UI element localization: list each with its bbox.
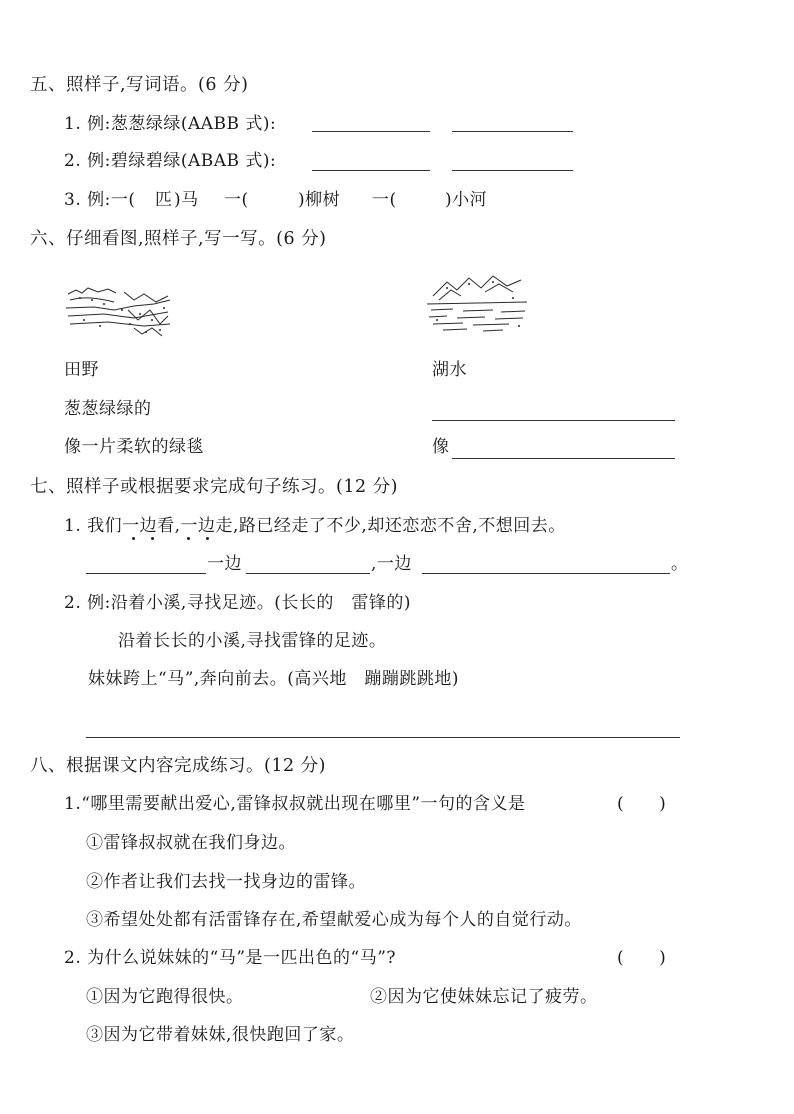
- s5-q2-blank-1[interactable]: [312, 170, 430, 171]
- s5-q3-item1-close: )柳树: [298, 190, 341, 210]
- s5-q3-item2-open: 一(: [372, 190, 397, 210]
- s7-q1-mid-1: 一边: [207, 554, 242, 574]
- s5-q2: 2. 例:碧绿碧绿(ABAB 式):: [64, 151, 277, 171]
- s8-q2: 2. 为什么说妹妹的“马”是一匹出色的“马”?: [64, 948, 397, 968]
- s7-q2-example: 沿着长长的小溪,寻找雷锋的足迹。: [118, 631, 387, 651]
- emphasis-dot: [132, 537, 135, 540]
- s6-left-line2: 葱葱绿绿的: [64, 399, 152, 419]
- s5-q1: 1. 例:葱葱绿绿(AABB 式):: [64, 114, 277, 134]
- s7-q1-blank-2[interactable]: [246, 573, 370, 574]
- emphasis-dot: [206, 537, 209, 540]
- s5-q3-example-open: 3. 例:一(: [64, 190, 136, 210]
- s7-q2-task: 妹妹跨上“马”,奔向前去。(高兴地 蹦蹦跳跳地): [88, 669, 460, 689]
- s5-q2-blank-2[interactable]: [452, 170, 573, 171]
- s5-q3-example-close: )马: [174, 190, 199, 210]
- s5-q1-blank-1[interactable]: [312, 131, 430, 132]
- s7-q1-blank-1[interactable]: [86, 573, 206, 574]
- section-5-title: 五、照样子,写词语。(6 分): [30, 75, 249, 95]
- s5-q1-blank-2[interactable]: [452, 131, 573, 132]
- s7-q1-blank-3[interactable]: [422, 573, 670, 574]
- s8-q2-option-c: ③因为它带着妹妹,很快跑回了家。: [86, 1025, 355, 1045]
- s6-left-line3: 像一片柔软的绿毯: [64, 437, 204, 457]
- s8-q2-answer-paren[interactable]: ( ): [617, 948, 667, 968]
- s7-q2: 2. 例:沿着小溪,寻找足迹。(长长的 雷锋的): [64, 593, 412, 613]
- section-8-title: 八、根据课文内容完成练习。(12 分): [30, 756, 326, 776]
- s7-q1: 1. 我们一边看,一边走,路已经走了不少,却还恋恋不舍,不想回去。: [64, 516, 566, 536]
- lake-mountain-drawing: [423, 270, 531, 336]
- s8-q2-option-b: ②因为它使妹妹忘记了疲劳。: [370, 987, 598, 1007]
- s8-q2-option-a: ①因为它跑得很快。: [86, 987, 244, 1007]
- s6-right-blank-2[interactable]: [452, 458, 675, 459]
- s5-q3-example-word: 匹: [155, 190, 173, 210]
- field-drawing: [64, 280, 174, 340]
- s5-q3-item2-close: )小河: [445, 190, 488, 210]
- emphasis-dot: [151, 537, 154, 540]
- s8-q1-option-a: ①雷锋叔叔就在我们身边。: [86, 833, 296, 853]
- s5-q3-item1-open: 一(: [224, 190, 249, 210]
- s8-q1-option-c: ③希望处处都有活雷锋存在,希望献爱心成为每个人的自觉行动。: [86, 910, 582, 930]
- s6-right-blank-1[interactable]: [432, 420, 675, 421]
- emphasis-dot: [187, 537, 190, 540]
- s7-q2-answer-line[interactable]: [86, 737, 680, 738]
- s6-left-label: 田野: [64, 360, 99, 380]
- s8-q1-option-b: ②作者让我们去找一找身边的雷锋。: [86, 872, 366, 892]
- section-6-title: 六、仔细看图,照样子,写一写。(6 分): [30, 229, 327, 249]
- s8-q1-answer-paren[interactable]: ( ): [617, 794, 667, 814]
- s6-right-prefix: 像: [432, 437, 450, 457]
- s7-q1-mid-2: ,一边: [371, 554, 412, 574]
- s7-q1-end: 。: [671, 554, 689, 574]
- s6-right-label: 湖水: [432, 360, 467, 380]
- s8-q1: 1.“哪里需要献出爱心,雷锋叔叔就出现在哪里”一句的含义是: [64, 794, 526, 814]
- section-7-title: 七、照样子或根据要求完成句子练习。(12 分): [30, 477, 398, 497]
